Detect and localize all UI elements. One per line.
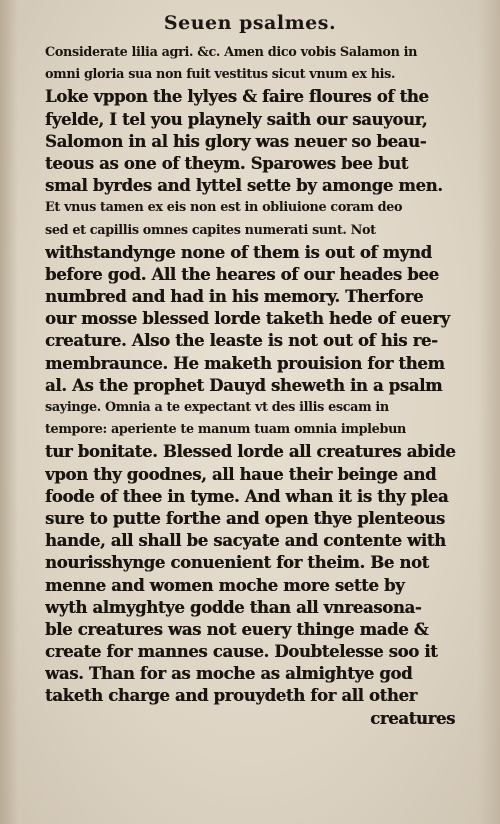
text-line: nourisshynge conuenient for theim. Be not <box>45 553 429 573</box>
text-line: menne and women moche more sette by <box>45 575 405 595</box>
catchword: creatures <box>370 708 455 728</box>
text-line: before god. All the heares of our heades bee <box>45 264 439 284</box>
text-line: withstandynge none of them is out of mynd <box>45 242 432 262</box>
latin-text-line: omni gloria sua non fuit vestitus sicut vnum ex his. <box>45 67 396 83</box>
page-text-block <box>45 42 463 730</box>
text-line: Loke vppon the lylyes & faire floures of the <box>45 87 429 107</box>
page-edge-shadow-right <box>478 0 500 824</box>
text-line: sure to putte forthe and open thye plenteous <box>45 508 445 528</box>
latin-text-line: tempore: aperiente te manum tuam omnia implebun <box>45 422 406 438</box>
latin-text-line: sed et capillis omnes capites numerati sunt. Not <box>45 222 376 238</box>
text-line: our mosse blessed lorde taketh hede of euery <box>45 309 450 329</box>
page-edge-shadow-left <box>0 0 18 824</box>
text-line: hande, all shall be sacyate and contente with <box>45 531 446 551</box>
text-line: numbred and had in his memory. Therfore <box>45 287 424 307</box>
text-line: vpon thy goodnes, all haue their beinge and <box>45 464 437 484</box>
text-line: membraunce. He maketh prouision for them <box>45 353 445 373</box>
text-line: creature. Also the leaste is not out of his re- <box>45 331 438 351</box>
text-line: ble creatures was not euery thinge made & <box>45 619 429 639</box>
text-line: teous as one of theym. Sparowes bee but <box>45 153 408 173</box>
text-line: smal byrdes and lyttel sette by amonge men. <box>45 176 443 196</box>
text-line: al. As the prophet Dauyd sheweth in a psalm <box>45 375 443 395</box>
running-headline: Seuen psalmes. <box>163 12 337 34</box>
latin-text-line: Et vnus tamen ex eis non est in obliuione coram deo <box>45 200 403 216</box>
text-line: taketh charge and prouydeth for all other <box>45 686 417 706</box>
text-line: was. Than for as moche as almightye god <box>45 664 413 684</box>
latin-text-line: Considerate lilia agri. &c. Amen dico vobis Salamon in <box>45 45 418 60</box>
text-line: create for mannes cause. Doubtelesse soo it <box>45 642 438 662</box>
text-line: fyelde, I tel you playnely saith our sauyour, <box>45 109 428 129</box>
text-line: Salomon in al his glory was neuer so beau- <box>45 131 427 151</box>
text-line: tur bonitate. Blessed lorde all creatures abide <box>45 442 456 462</box>
latin-text-line: sayinge. Omnia a te expectant vt des illis escam in <box>45 400 389 415</box>
text-line: foode of thee in tyme. And whan it is thy plea <box>45 486 449 506</box>
text-line: wyth almyghtye godde than all vnreasona- <box>45 597 422 617</box>
